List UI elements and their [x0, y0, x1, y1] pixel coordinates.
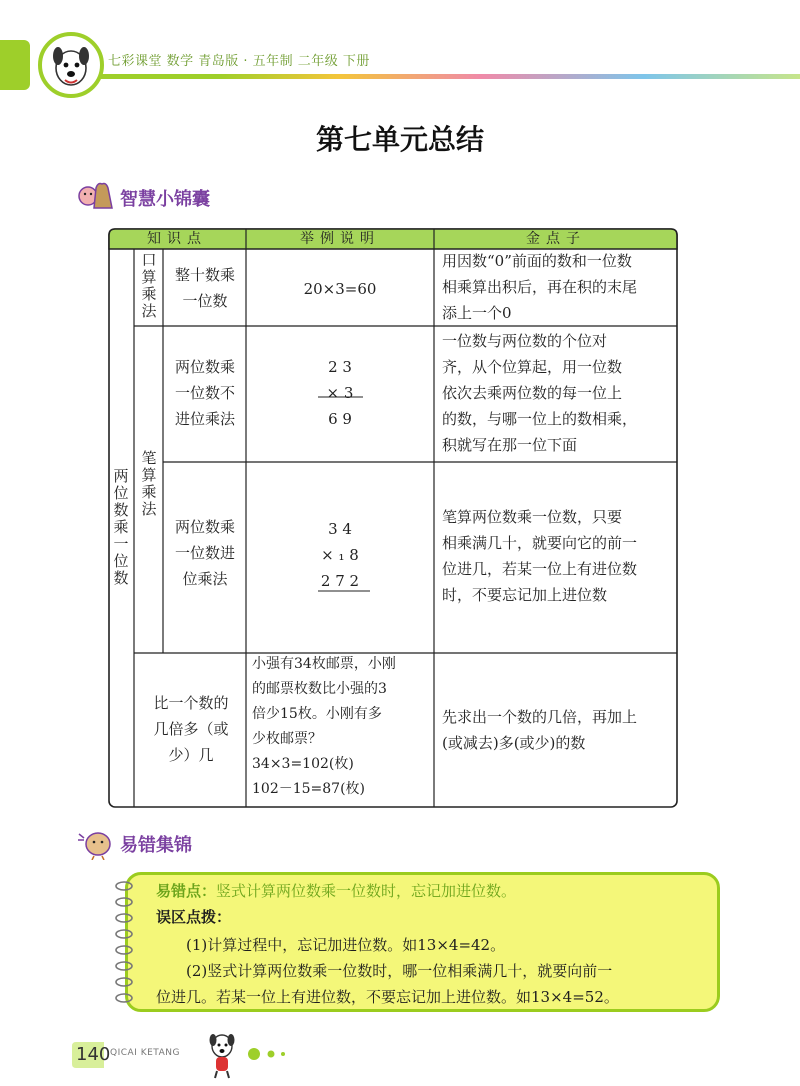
calc-line: 2 7 2 [320, 572, 360, 590]
example-line: 的邮票枚数比小强的3 [252, 681, 387, 697]
oral-topic-text: 整十数乘一位数 [174, 266, 235, 310]
no-carry-topic [168, 354, 242, 432]
tip-line: 用因数“0”前面的数和一位数 [442, 252, 632, 270]
mistake-point-text: 竖式计算两位数乘一位数时，忘记加进位数。 [216, 882, 517, 900]
header-knowledge: 知识点 [147, 231, 207, 247]
chick-mascot-icon [76, 826, 116, 860]
spiral-binding [112, 878, 140, 1008]
topic-line: 两位数乘 [174, 358, 235, 376]
topic-line: 一位数不 [174, 384, 235, 402]
oral-category-label: 口算乘法 [141, 251, 157, 320]
calc-line: 2 3 [328, 358, 352, 376]
footer-dots [246, 1046, 294, 1062]
mistake-point [156, 878, 516, 904]
mistake-item-2-line2: 位进几。若某一位上有进位数，不要忘记加上进位数。如13×4=52。 [156, 988, 619, 1006]
tip-line: 齐，从个位算起，用一位数 [442, 358, 623, 376]
oral-topic [168, 262, 242, 314]
carry-tip [442, 504, 676, 608]
topic-line: 进位乘法 [174, 410, 235, 428]
multiple-example [252, 652, 432, 802]
no-carry-tip [442, 328, 676, 458]
carry-topic [168, 514, 242, 592]
multiple-tip [442, 704, 676, 756]
example-line: 34×3=102(枚) [252, 756, 354, 772]
tip-line: 一位数与两位数的个位对 [442, 332, 608, 350]
header-example: 举例说明 [300, 231, 380, 247]
example-line: 倍少15枚。小刚有多 [252, 706, 382, 722]
page-title: 第七单元总结 [315, 123, 484, 156]
calc-line: 6 9 [328, 410, 352, 428]
footer-brand: QICAI KETANG [110, 1048, 180, 1058]
oral-tip [442, 248, 676, 326]
dog-footer-icon [205, 1030, 239, 1080]
no-carry-calc [246, 354, 434, 432]
tip-line: 的数，与哪一位上的数相乘， [442, 410, 638, 428]
topic-line: 少）几 [168, 746, 214, 764]
header-color-tab [0, 40, 30, 90]
example-line: 小强有34枚邮票，小刚 [252, 656, 396, 672]
tip-line: 相乘算出积后，再在积的末尾 [442, 278, 638, 296]
mistake-item-1: (1)计算过程中，忘记加进位数。如13×4=42。 [186, 936, 506, 954]
oral-example: 20×3=60 [303, 280, 377, 298]
header-tips: 金点子 [526, 231, 586, 247]
multiple-topic [138, 690, 244, 768]
mistake-item-2-line1: (2)竖式计算两位数乘一位数时，哪一位相乘满几十，就要向前一 [186, 962, 613, 980]
calc-line: × ₁ 8 [321, 546, 359, 564]
written-category-label: 笔算乘法 [141, 449, 157, 518]
example-line: 少枚邮票？ [252, 731, 322, 747]
topic-line: 两位数乘 [174, 518, 235, 536]
header-rainbow-line [90, 74, 800, 79]
calc-line: 3 4 [328, 520, 352, 538]
section-title-tips: 智慧小锦囊 [120, 189, 210, 210]
tip-line: 依次去乘两位数的每一位上 [442, 384, 623, 402]
carry-calc [246, 516, 434, 594]
tip-line: 笔算两位数乘一位数，只要 [442, 508, 623, 526]
tip-line: 积就写在那一位下面 [442, 436, 578, 454]
tip-line: 位进几，若某一位上有进位数 [442, 560, 638, 578]
summary-table [108, 228, 678, 808]
tip-line: 先求出一个数的几倍，再加上 [442, 708, 638, 726]
calc-line: × 3 [326, 384, 354, 402]
page-number: 140 [76, 1044, 111, 1065]
topic-line: 位乘法 [182, 570, 228, 588]
example-line: 102－15=87(枚) [252, 781, 366, 797]
section-title-mistakes: 易错集锦 [120, 835, 192, 856]
topic-line: 比一个数的 [153, 694, 229, 712]
tip-line: (或减去)多(或少)的数 [442, 734, 586, 752]
topic-line: 一位数进 [174, 544, 235, 562]
tip-line: 添上一个0 [442, 304, 512, 322]
dog-mascot-icon [38, 32, 104, 98]
tip-line: 时，不要忘记加上进位数 [442, 586, 608, 604]
mistake-point-label: 易错点： [156, 882, 217, 900]
header-series-text: 七彩课堂 数学 青岛版 · 五年制 二年级 下册 [108, 54, 370, 69]
bag-mascot-icon [76, 178, 116, 212]
topic-line: 几倍多（或 [153, 720, 229, 738]
tip-line: 相乘满几十，就要向它的前一 [442, 534, 638, 552]
main-topic-label: 两位数乘一位数 [113, 467, 129, 587]
mistake-guide-label: 误区点拨： [156, 908, 232, 926]
